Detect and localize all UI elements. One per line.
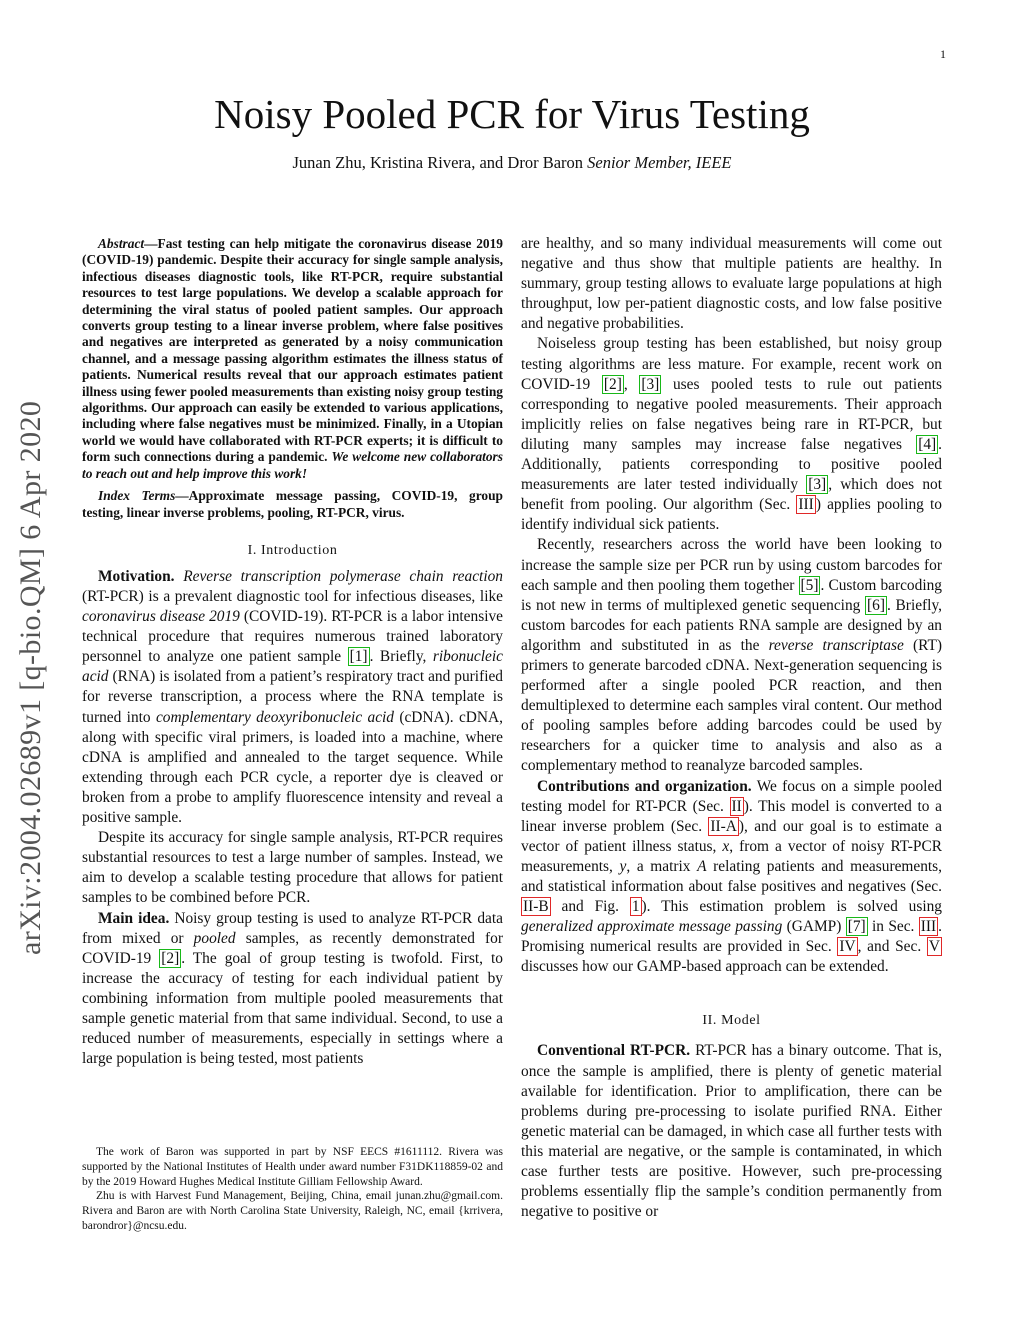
text-span: (GAMP) [782, 918, 846, 936]
section-link[interactable]: III [798, 496, 814, 514]
text-span: and Fig. [550, 898, 630, 916]
text-span: ), and our goal is to estimate a vector of patient illness status, [521, 817, 942, 855]
citation-link[interactable]: [2] [161, 949, 180, 967]
left-column [82, 236, 503, 1069]
paper-title: Noisy Pooled PCR for Virus Testing [214, 91, 810, 137]
paragraph-motivation [82, 567, 503, 828]
text-span: , and Sec. [857, 938, 927, 956]
citation-link[interactable]: [1] [349, 648, 368, 666]
term-rna: ribonucleic acid [82, 648, 503, 686]
paragraph-continued: are healthy, and so many individual measurements will come out negative and thus show that multiple patients are healthy. In summary, group testing allows to evaluate large populations at high throughput, low per-patient diagnostic costs, and low false positive and negative probabilities. [521, 235, 942, 333]
text-span: . Briefly, [369, 648, 433, 666]
text-span: (cDNA). cDNA, along with specific viral primers, is loaded into a machine, where cDNA is amplified and annealed to the target sequence. While extending through each PCR cycle, a reporter dye is cleaved or broken from a probe to amplify fluorescence intensity and reveal a positive sample. [82, 708, 503, 827]
text-span: uses pooled tests to rule out patients corresponding to negative pooled measurements. Their approach implicitly relies on false negatives being rare in RT-PCR, but diluting many samples may increase false negatives [521, 375, 942, 453]
page-number: 1 [940, 47, 946, 61]
index-terms-label: Index Terms [98, 488, 176, 504]
paragraph-recently [521, 535, 942, 776]
citation-link[interactable]: [5] [800, 576, 819, 594]
text-span: , a matrix [626, 857, 698, 875]
term-cdna: complementary deoxyribonucleic acid [155, 708, 394, 726]
text-span: . The goal of group testing is twofold. First, to increase the accuracy of testing for each individual patient by combining information from multiple pooled measurements that sample genetic material from that same individual. Second, to use a reduced number of measurements, especially in settings where a large population is being tested, most patients [82, 949, 503, 1068]
text-span: relating patients and measurements, and statistical information about false positives and negatives (Sec. [521, 857, 943, 895]
footnotes [82, 1145, 503, 1234]
figure-link[interactable]: 1 [631, 898, 640, 916]
text-span: RT-PCR has a binary outcome. That is, once the sample is amplified, there is plenty of genetic material available for identification. Prior to amplification, there can be problems during pre-processing to isolate purified RNA. Either genetic material can be damaged, in which case all further tests with this material are negative, or the sample is contaminated, in which case further tests are positive. However, such pre-processing problems essentially flip the sample’s condition permanently from negative to positive or [521, 1042, 942, 1221]
math-y: y [619, 857, 627, 875]
text-span: . Custom barcoding is not new in terms of multiplexed genetic sequencing [521, 576, 942, 614]
term-rt-pcr: Reverse transcription polymerase chain reaction [183, 567, 503, 585]
author-names: Junan Zhu, Kristina Rivera, and Dror Baron [292, 153, 584, 172]
index-terms [82, 488, 503, 521]
text-span: , from a vector of noisy RT-PCR measurements, [521, 837, 942, 875]
term-rt: reverse transcriptase [768, 636, 904, 654]
text-span: . Promising numerical results are provided in Sec. [521, 918, 942, 956]
citation-link[interactable]: [3] [808, 476, 827, 494]
index-terms-dash: — [175, 488, 189, 504]
citation-link[interactable]: [6] [867, 596, 885, 614]
text-span: (RT) primers to generate barcoded cDNA. Next-generation sequencing is performed after a single pooled PCR reaction, and then demultiplexed to determine each samples viral content. Our method of pooling samples before adding barcodes could be used by researchers for a quicker time to analysis and also as a complementary method to reanalyze barcoded samples. [521, 636, 942, 775]
section-link[interactable]: II-A [710, 817, 737, 835]
text-span: . Additionally, patients corresponding to positive pooled measurements are later tested individually [521, 435, 942, 494]
arxiv-identifier[interactable]: arXiv:2004.02689v1 [q-bio.QM] 6 Apr 2020 [14, 400, 47, 955]
author-role: Senior Member, IEEE [587, 153, 732, 172]
text-span: (RNA) is isolated from a patient’s respiratory tract and purified for reverse transcription, a process where the RNA template is turned into [82, 668, 503, 726]
text-span: samples, as recently demonstrated for COVID-19 [82, 929, 503, 967]
section-heading-model: II. Model [702, 1013, 761, 1029]
paragraph-main-idea [82, 909, 503, 1070]
text-span: in Sec. [867, 918, 919, 936]
footnote-affiliations: Zhu is with Harvest Fund Management, Beijing, China, email junan.zhu@gmail.com. Rivera and Baron are with North Carolina State University, Raleigh, NC, email {krrivera, barondror}@ncsu.edu. [82, 1190, 503, 1232]
math-A: A [697, 857, 707, 875]
text-span: , [623, 375, 640, 393]
text-span: . Briefly, custom barcodes for each patients RNA sample are designed by an algorithm and substituted in as the [521, 596, 942, 654]
motivation-head: Motivation. [98, 567, 175, 585]
right-column [521, 234, 942, 1222]
index-terms-body: Approximate message passing, COVID-19, group testing, linear inverse problems, pooling, RT-PCR, virus. [82, 488, 503, 520]
citation-link[interactable]: [2] [603, 375, 622, 393]
text-span: Noiseless group testing has been established, but noisy group testing algorithms are less mature. For example, recent work on COVID-19 [521, 335, 942, 393]
text-span: ) applies pooling to identify individual sick patients. [521, 496, 942, 534]
section-link[interactable]: III [920, 918, 937, 936]
abstract-label: Abstract [98, 236, 145, 251]
text-span: Noisy group testing is used to analyze RT-PCR data from mixed or [82, 909, 503, 947]
footnote-funding: The work of Baron was supported in part by NSF EECS #1611112. Rivera was supported by the National Institutes of Health under award number F31DK118859-02 and by the 2019 Howard Hughes Medical Institute Gilliam Fellowship Award. [82, 1146, 503, 1188]
text-span: discusses how our GAMP-based approach can be extended. [521, 958, 889, 976]
text-span: (RT-PCR) is a prevalent diagnostic tool for infectious diseases, like [82, 588, 503, 605]
citation-link[interactable]: [4] [918, 435, 937, 453]
paragraph-scalable: Despite its accuracy for single sample analysis, RT-PCR requires substantial resources to test a large number of samples. Instead, we aim to develop a scalable testing procedure that allows for patient samples to be combined before PCR. [82, 829, 503, 907]
section-link[interactable]: V [928, 938, 940, 956]
text-span: We focus on a simple pooled testing model for RT-PCR (Sec. [521, 777, 942, 815]
text-span: , which does not benefit from pooling. Our algorithm (Sec. [521, 476, 942, 514]
math-x: x [722, 837, 730, 855]
section-link[interactable]: II [731, 797, 742, 815]
abstract-dash: — [144, 236, 158, 251]
citation-link[interactable]: [7] [847, 918, 866, 936]
paragraph-contributions [521, 777, 942, 978]
text-span: ). This model is converted to a linear inverse problem (Sec. [521, 797, 942, 835]
abstract-body: Fast testing can help mitigate the coronavirus disease 2019 (COVID-19) pandemic. Despite their accuracy for single sample analysis, infectious diseases diagnostic tools, like RT-PCR, require substantial resources to test large populations. We develop a scalable approach for determining the viral status of pooled patient samples. Our approach converts group testing to a linear inverse problem, where false positives and negatives are interpreted as generated by a noisy communication channel, and a message passing algorithm estimates the illness status of patients. Numerical results reveal that our approach estimates patient illness using fewer pooled measurements than existing noisy group testing algorithms. Our approach can easily be extended to various applications, including where false negatives must be minimized. Finally, in a Utopian world we would have collaborated with RT-PCR experts; it is difficult to form such connections during a pandemic. [82, 236, 503, 465]
paragraph-conventional [521, 1041, 942, 1222]
section-link[interactable]: II-B [523, 898, 549, 916]
text-span: Recently, researchers across the world have been looking to increase the sample size per PCR run by using custom barcodes for each sample and then pooling them together [521, 536, 942, 594]
conventional-head: Conventional RT-PCR. [537, 1042, 691, 1060]
text-span: (COVID-19). RT-PCR is a labor intensive technical procedure that requires numerous trained laboratory personnel to analyze one patient sample [82, 608, 503, 666]
contributions-head: Contributions and organization. [537, 777, 752, 795]
text-span: ). This estimation problem is solved using [641, 898, 942, 916]
term-covid: coronavirus disease 2019 [82, 608, 240, 626]
citation-link[interactable]: [3] [641, 375, 660, 393]
section-link[interactable]: IV [839, 938, 856, 956]
paragraph-noiseless [521, 334, 942, 535]
author-line [0, 153, 1024, 173]
main-idea-head: Main idea. [98, 909, 170, 927]
abstract [82, 236, 503, 482]
section-heading-introduction: I. Introduction [247, 542, 338, 558]
abstract-closing: We welcome new collaborators to reach out and help improve this work! [82, 449, 503, 481]
term-gamp: generalized approximate message passing [521, 918, 783, 936]
term-pooled: pooled [193, 929, 236, 947]
